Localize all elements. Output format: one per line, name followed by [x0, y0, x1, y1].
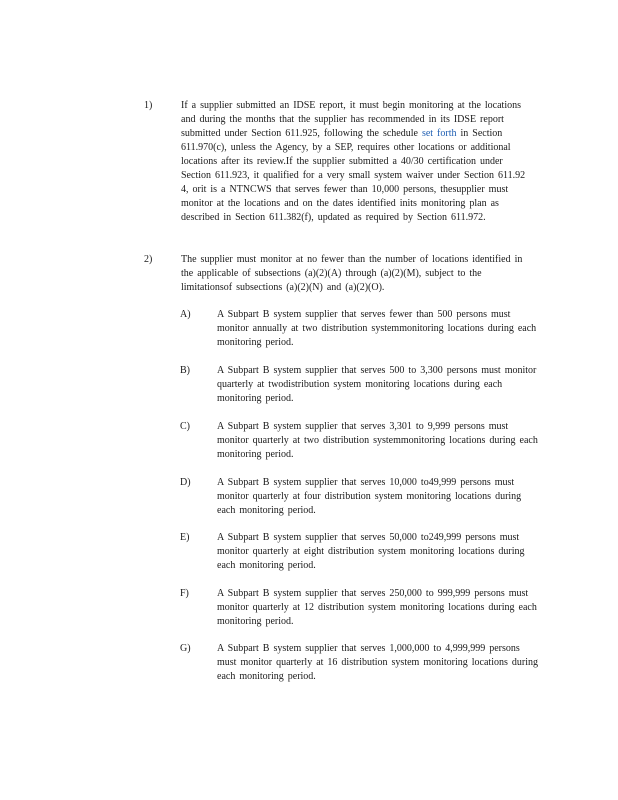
paragraph-text-part-2: in Section 611.970(c), unless the Agency, by a SEP, requires other locations or additional locations after its review.If the supplier submitted a 40/30 certification under Section 611.923, it qualified for a very small system waiver under Section 611.92 4, orit is a NTNCWS that serves fewer than 10,000 persons, thesupplier must monitor at the locations and on the dates identified inits monitoring plan as described in Section 611.382(f), updated as required by Section 611.972.: [181, 128, 526, 223]
subitem-letter: D): [180, 477, 191, 488]
subitem-letter: A): [180, 309, 191, 320]
set-forth-link[interactable]: set forth: [421, 128, 457, 139]
subitem-letter: C): [180, 421, 190, 432]
subitem-letter: B): [180, 365, 190, 376]
subitem-paragraph: A Subpart B system supplier that serves 10,000 to49,999 persons must monitor quarterly at four distribution system monitoring locations during each monitoring period.: [217, 477, 522, 516]
subitem-paragraph: A Subpart B system supplier that serves 250,000 to 999,999 persons must monitor quarterly at 12 distribution system monitoring locations during each monitoring period.: [217, 588, 537, 627]
item-number: 1): [144, 100, 153, 111]
subitem-paragraph: A Subpart B system supplier that serves 500 to 3,300 persons must monitor quarterly at twodistribution system monitoring locations during each monitoring period.: [217, 365, 537, 404]
subitem-paragraph: A Subpart B system supplier that serves fewer than 500 persons must monitor annually at two distribution systemmonitoring locations during each monitoring period.: [217, 309, 537, 348]
paragraph-text-part-1: If a supplier submitted an IDSE report, it must begin monitoring at the locations and during the months that the supplier has recommended in its IDSE report submitted under Section 611.925, following the schedule: [181, 100, 521, 139]
subitem-letter: E): [180, 532, 190, 543]
subitem-letter: F): [180, 588, 189, 599]
subitem-paragraph: A Subpart B system supplier that serves 3,301 to 9,999 persons must monitor quarterly at two distribution systemmonitoring locations during each monitoring period.: [217, 421, 538, 460]
item-number: 2): [144, 254, 153, 265]
subitem-paragraph: A Subpart B system supplier that serves 50,000 to249,999 persons must monitor quarterly at eight distribution system monitoring locations during each monitoring period.: [217, 532, 525, 571]
item-paragraph: The supplier must monitor at no fewer than the number of locations identified in the applicable of subsections (a)(2)(A) through (a)(2)(M), subject to the limitationsof subsections (a)(2)(N) and (a)(2)(O).: [181, 254, 523, 293]
subitem-paragraph: A Subpart B system supplier that serves 1,000,000 to 4,999,999 persons must monitor quarterly at 16 distribution system monitoring locations during each monitoring period.: [217, 643, 538, 682]
subitem-letter: G): [180, 643, 191, 654]
item-paragraph: [181, 99, 536, 225]
